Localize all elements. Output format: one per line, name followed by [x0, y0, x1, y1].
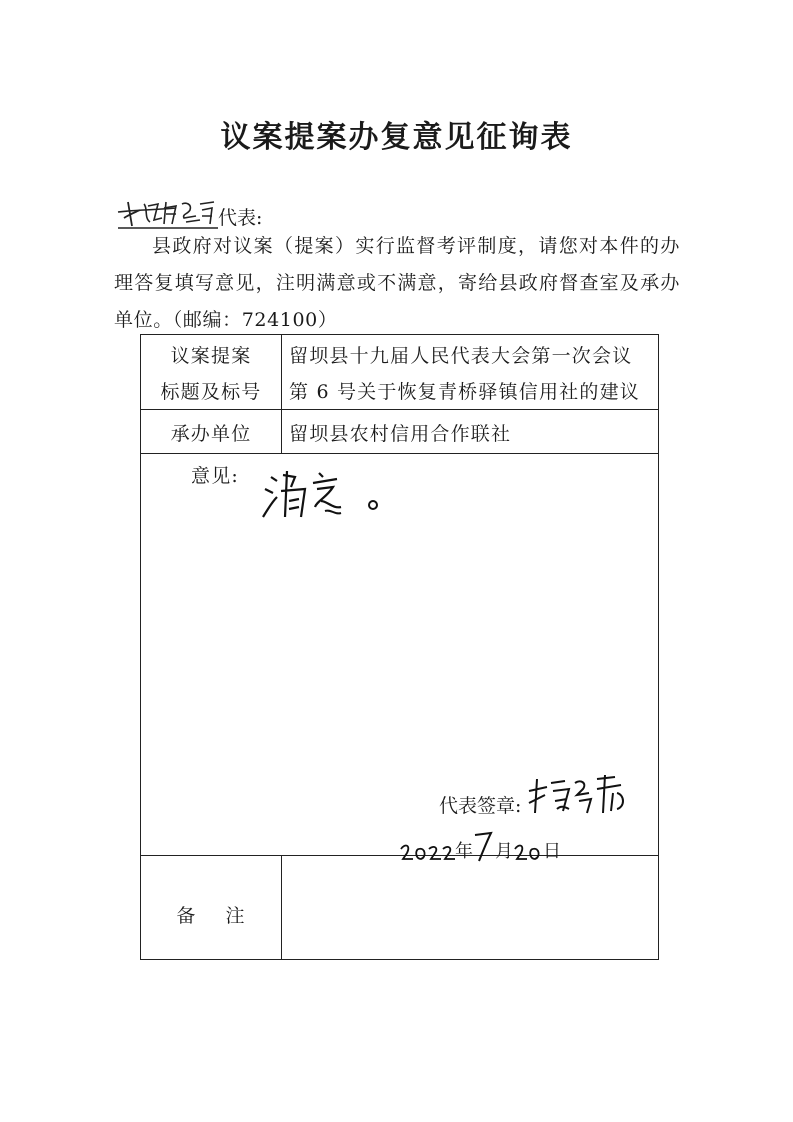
date-year-suffix: 年	[455, 841, 473, 862]
row1-label-line2: 标题及标号	[160, 381, 262, 403]
opinion-label: 意见:	[191, 465, 240, 487]
row2-label: 承办单位	[170, 423, 252, 445]
row-divider	[141, 409, 658, 410]
salutation	[114, 196, 262, 230]
row1-value-line1: 留坝县十九届人民代表大会第一次会议	[289, 345, 633, 367]
date-month-suffix: 月	[495, 841, 513, 862]
row-divider	[141, 453, 658, 454]
row2-value: 留坝县农村信用合作联社	[289, 423, 512, 445]
handwritten-opinion	[261, 467, 391, 523]
handwritten-name-signature	[114, 196, 218, 230]
remarks-field[interactable]	[283, 857, 657, 957]
representative-signature-label: 代表签章:	[439, 795, 522, 817]
intro-paragraph: 县政府对议案（提案）实行监督考评制度，请您对本件的办理答复填写意见，注明满意或不满意，寄给县政府督查室及承办单位。（邮编：724100）	[114, 235, 680, 331]
opinion-form-table	[140, 334, 659, 960]
column-divider	[281, 335, 282, 453]
handwritten-representative-signature	[525, 773, 633, 817]
date-day-suffix: 日	[543, 841, 561, 862]
row1-label-line1: 议案提案	[170, 345, 252, 367]
row1-value-line2: 第 6 号关于恢复青桥驿镇信用社的建议	[289, 381, 640, 403]
document-title: 议案提案办复意见征询表	[220, 120, 573, 155]
remarks-label: 备 注	[176, 905, 246, 927]
column-divider	[281, 855, 282, 959]
salutation-suffix: 代表:	[218, 207, 263, 229]
